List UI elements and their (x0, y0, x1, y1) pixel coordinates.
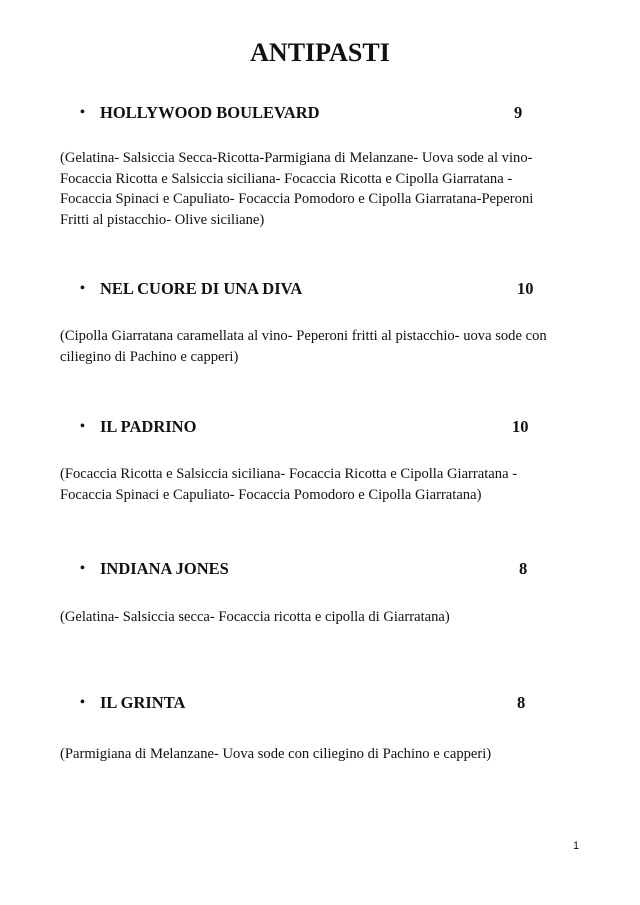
menu-item-header (0, 558, 640, 580)
menu-item-name: INDIANA JONES (100, 559, 229, 578)
description-line: Focaccia Ricotta e Salsiccia siciliana- Focaccia Ricotta e Cipolla Giarratana - (60, 170, 513, 187)
bullet-icon: • (80, 105, 85, 120)
menu-item-name: NEL CUORE DI UNA DIVA (100, 279, 303, 298)
menu-item-name: IL GRINTA (100, 693, 186, 712)
page-number: 1 (573, 840, 580, 852)
menu-item-name: IL PADRINO (100, 417, 197, 436)
description-line: (Gelatina- Salsiccia secca- Focaccia ricotta e cipolla di Giarratana) (60, 609, 450, 625)
menu-item-price: 10 (512, 417, 529, 436)
description-line: Fritti al pistacchio- Olive siciliane) (60, 211, 265, 228)
description-line: Focaccia Spinaci e Capuliato- Focaccia Pomodoro e Cipolla Giarratana-Peperoni (60, 191, 534, 207)
bullet-icon: • (80, 281, 85, 296)
menu-item-description (60, 464, 517, 505)
description-line: (Gelatina- Salsiccia Secca-Ricotta-Parmigiana di Melanzane- Uova sode al vino- (60, 150, 533, 166)
description-line: (Cipolla Giarratana caramellata al vino- Peperoni fritti al pistacchio- uova sode con (60, 328, 547, 344)
menu-item-description (60, 148, 533, 230)
menu-item-description (60, 744, 491, 765)
menu-item-header (0, 102, 640, 124)
menu-item-header (0, 278, 640, 300)
menu-item-header (0, 416, 640, 438)
menu-item-description (60, 607, 450, 628)
description-line: (Parmigiana di Melanzane- Uova sode con ciliegino di Pachino e capperi) (60, 746, 492, 762)
description-line: Focaccia Spinaci e Capuliato- Focaccia Pomodoro e Cipolla Giarratana) (60, 486, 482, 503)
menu-item-price: 10 (517, 279, 534, 298)
menu-item-description (60, 326, 547, 367)
menu-item-price: 9 (514, 103, 523, 122)
bullet-icon: • (80, 561, 85, 576)
menu-item-name: HOLLYWOOD BOULEVARD (100, 103, 320, 122)
page-title: ANTIPASTI (250, 38, 390, 67)
menu-item-price: 8 (517, 693, 526, 712)
description-line: (Focaccia Ricotta e Salsiccia siciliana- Focaccia Ricotta e Cipolla Giarratana - (60, 466, 518, 482)
description-line: ciliegino di Pachino e capperi) (60, 348, 239, 365)
bullet-icon: • (80, 695, 85, 710)
menu-item-price: 8 (519, 559, 528, 578)
bullet-icon: • (80, 419, 85, 434)
menu-item-header (0, 692, 640, 714)
